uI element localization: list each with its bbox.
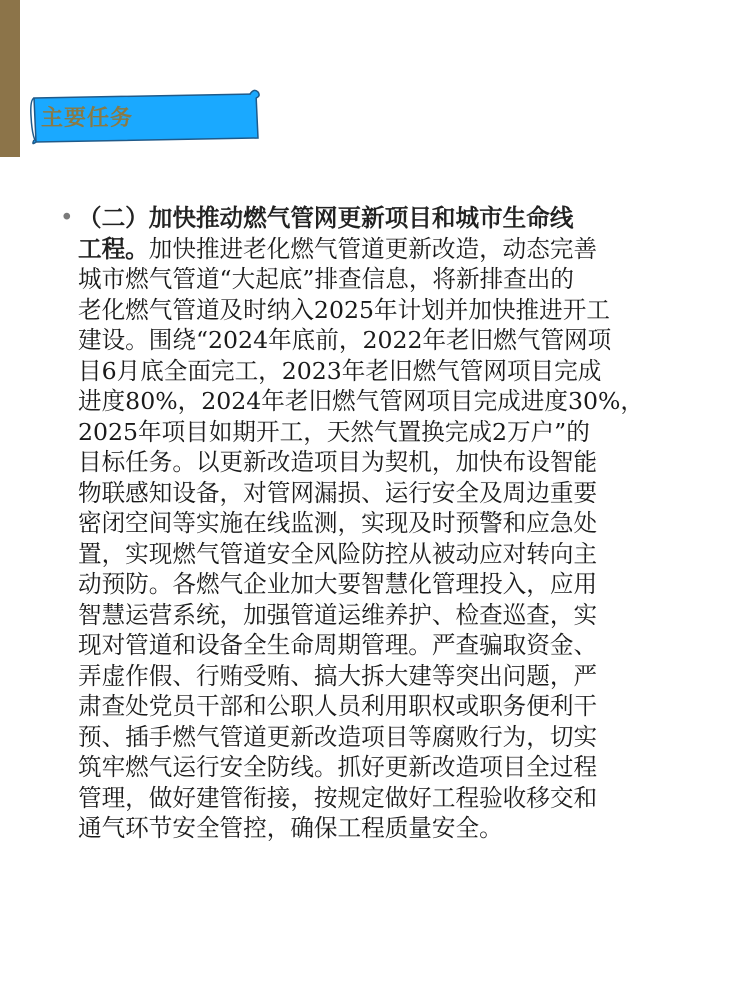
body-text-line: 目6月底全面完工，2023年老旧燃气管网项目完成	[78, 356, 602, 385]
body-text-line: 建设。围绕“2024年底前，2022年老旧燃气管网项	[78, 326, 612, 354]
body-text-line: 进度80%，2024年老旧燃气管网项目完成进度30%，	[78, 387, 645, 415]
bullet-item	[60, 203, 700, 844]
bullet-marker: •	[60, 205, 74, 231]
side-accent-bar	[0, 0, 20, 157]
body-text-line: 置，实现燃气管道安全风险防控从被动应对转向主	[78, 539, 598, 568]
body-text-line: 智慧运营系统，加强管道运维养护、检查巡查，实	[78, 600, 598, 629]
body-text-line: 动预防。各燃气企业加大要智慧化管理投入，应用	[78, 570, 598, 598]
item-heading-line-2: 工程。	[78, 234, 149, 263]
body-text-line: 城市燃气管道“大起底”排查信息，将新排查出的	[78, 265, 574, 293]
body-first-line: 加快推进老化燃气管道更新改造，动态完善	[148, 234, 598, 263]
body-text-line: 筑牢燃气运行安全防线。抓好更新改造项目全过程	[78, 753, 598, 781]
body-text	[78, 264, 700, 844]
body-text-line: 管理，做好建管衔接，按规定做好工程验收移交和	[78, 783, 598, 812]
section-banner	[28, 86, 264, 148]
body-text-line: 2025年项目如期开工，天然气置换完成2万户”的	[78, 417, 590, 446]
banner-title: 主要任务	[41, 106, 134, 131]
body-text-line: 通气环节安全管控，确保工程质量安全。	[78, 814, 503, 842]
body-text-line: 目标任务。以更新改造项目为契机，加快布设智能	[78, 448, 598, 476]
body-text-line: 密闭空间等实施在线监测，实现及时预警和应急处	[78, 509, 598, 537]
body-text-line: 现对管道和设备全生命周期管理。严查骗取资金、	[78, 631, 598, 659]
body-text-line: 预、插手燃气管道更新改造项目等腐败行为，切实	[78, 722, 598, 751]
body-text-line: 老化燃气管道及时纳入2025年计划并加快推进开工	[78, 295, 610, 324]
item-heading-line-1: （二）加快推动燃气管网更新项目和城市生命线	[78, 204, 574, 232]
body-text-line: 肃查处党员干部和公职人员利用职权或职务便利干	[78, 692, 598, 720]
main-content	[60, 203, 700, 844]
body-text-line: 物联感知设备，对管网漏损、运行安全及周边重要	[78, 478, 598, 507]
body-text-line: 弄虚作假、行贿受贿、搞大拆大建等突出问题，严	[78, 661, 598, 690]
